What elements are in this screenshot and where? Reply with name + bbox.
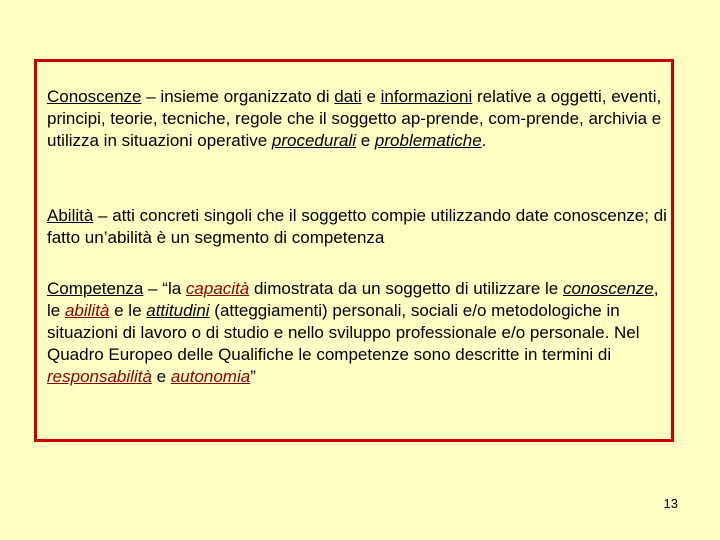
term-abilita: abilità (64, 301, 110, 320)
term-conoscenze: conoscenze (562, 279, 654, 298)
term-capacita: capacità (185, 279, 250, 298)
text: dimostrata da un soggetto di utilizzare le (249, 279, 563, 298)
term-procedurali: procedurali (271, 131, 357, 150)
text: – insieme organizzato di (141, 87, 335, 106)
term-problematiche: problematiche (374, 131, 482, 150)
term-abilita: Abilità (47, 206, 94, 225)
text: – “la (143, 279, 186, 298)
competenza-definition (47, 278, 669, 388)
term-dati: dati (334, 87, 362, 106)
term-responsabilita: responsabilità (47, 367, 152, 386)
term-conoscenze: Conoscenze (47, 87, 142, 106)
text: (atteggiamenti) personali, sociali e/o metodologiche in situazioni di lavoro o di studio e nello sviluppo professionale e/o personale. Nel Quadro Europeo delle Qualifiche le competenze sono descritte in termini di (47, 301, 640, 364)
text: – atti concreti singoli che il soggetto compie utilizzando date conoscenze; di fatto un’abilità è un segmento di competenza (47, 206, 667, 247)
text: , le (47, 279, 659, 320)
text: e (361, 87, 381, 106)
conoscenze-definition (47, 86, 669, 152)
text: . (481, 131, 487, 150)
text: e (151, 367, 171, 386)
abilita-definition (47, 205, 669, 249)
definitions-box (34, 59, 674, 442)
term-attitudini: attitudini (146, 301, 210, 320)
term-autonomia: autonomia (170, 367, 251, 386)
text: relative a oggetti, eventi, principi, teorie, tecniche, regole che il soggetto ap-prende, com-prende, archivia e utilizza in situazioni operative (47, 87, 662, 150)
text: ” (250, 367, 256, 386)
text: e (356, 131, 375, 150)
page-number: 13 (663, 496, 678, 511)
text: e le (109, 301, 147, 320)
term-informazioni: informazioni (380, 87, 473, 106)
term-competenza: Competenza (47, 279, 144, 298)
